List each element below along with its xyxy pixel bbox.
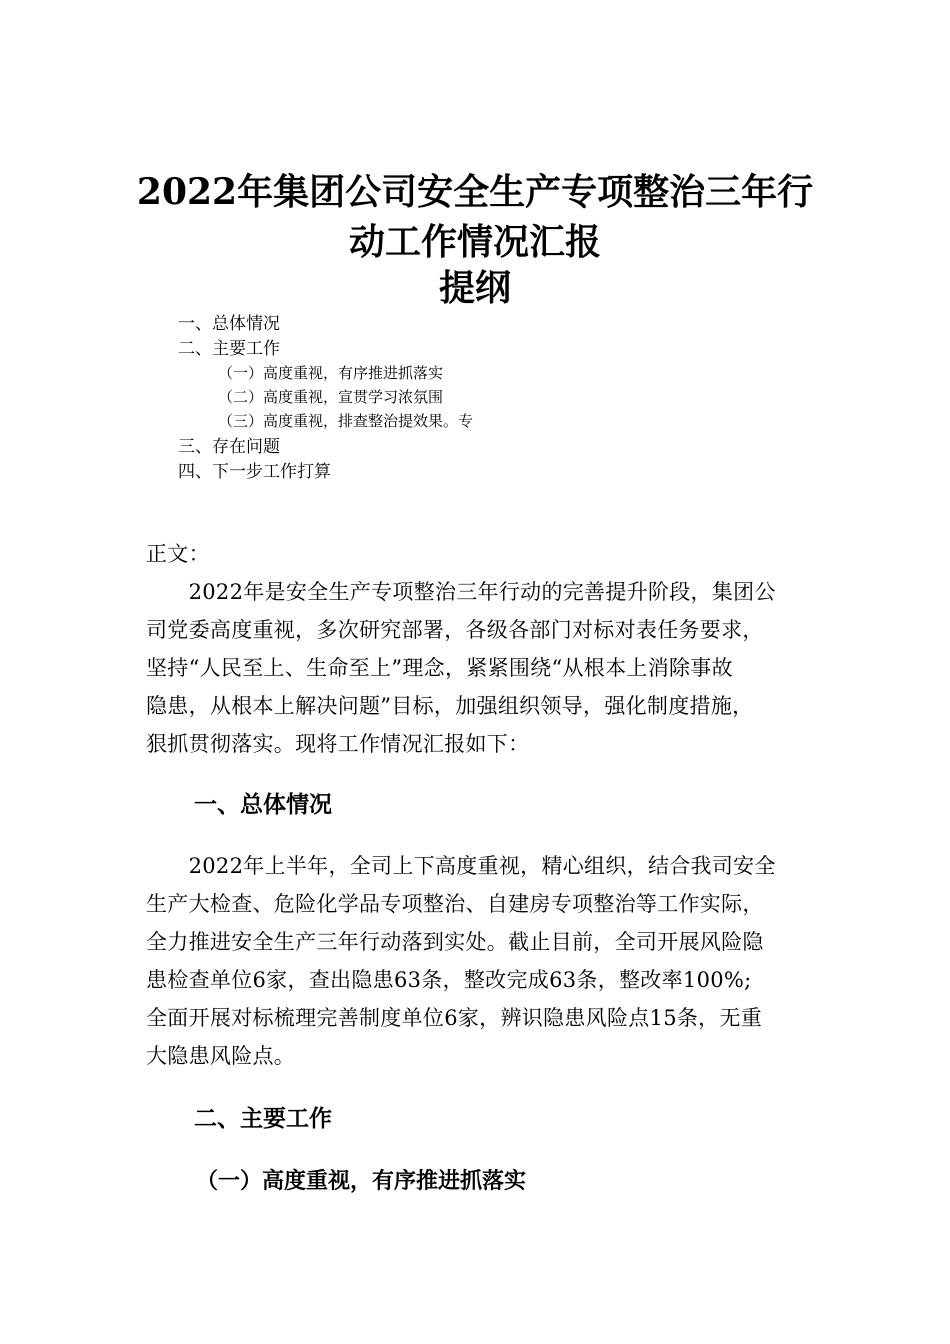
intro-paragraph-line: 坚持“人民至上、生命至上”理念，紧紧围绕“从根本上消除事故 (146, 656, 733, 680)
intro-paragraph-line: 2022年是安全生产专项整治三年行动的完善提升阶段，集团公 (146, 580, 776, 604)
outline-item-1: 一、总体情况 (178, 314, 280, 334)
intro-paragraph-line: 司党委高度重视，多次研究部署，各级各部门对标对表任务要求， (146, 618, 764, 642)
overview-paragraph-line: 大隐患风险点。 (146, 1044, 296, 1068)
outline-subitem-3: （三）高度重视，排查整治提效果。专 (218, 412, 474, 430)
section-heading-overview: 一、总体情况 (194, 792, 332, 818)
overview-paragraph-line: 生产大检查、危险化学品专项整治、自建房专项整治等工作实际， (146, 892, 764, 916)
overview-paragraph-line: 全面开展对标梳理完善制度单位6家，辨识隐患风险点15条，无重 (146, 1006, 763, 1030)
outline-item-3: 三、存在问题 (178, 437, 280, 457)
overview-paragraph-line: 患检查单位6家，查出隐患63条，整改完成63条，整改率100%; (146, 968, 752, 992)
document-subtitle: 提纲 (438, 267, 511, 309)
body-label: 正文： (146, 542, 210, 566)
document-title-line-2: 动工作情况汇报 (348, 221, 601, 263)
intro-paragraph-line: 狠抓贯彻落实。现将工作情况汇报如下： (146, 732, 530, 756)
outline-item-2: 二、主要工作 (178, 339, 280, 359)
section-heading-main-work: 二、主要工作 (194, 1106, 332, 1132)
intro-paragraph-line: 隐患，从根本上解决问题”目标，加强组织领导，强化制度措施， (146, 694, 754, 718)
outline-subitem-2: （二）高度重视，宣贯学习浓氛围 (218, 388, 444, 406)
outline-subitem-1: （一）高度重视，有序推进抓落实 (218, 364, 444, 382)
document-title-line-1: 2022年集团公司安全生产专项整治三年行 (136, 171, 814, 213)
overview-paragraph-line: 2022年上半年，全司上下高度重视，精心组织，结合我司安全 (146, 854, 776, 878)
outline-item-4: 四、下一步工作打算 (178, 462, 331, 482)
overview-paragraph-line: 全力推进安全生产三年行动落到实处。截止目前，全司开展风险隐 (146, 930, 764, 954)
subsection-heading-1: （一）高度重视，有序推进抓落实 (196, 1168, 527, 1194)
